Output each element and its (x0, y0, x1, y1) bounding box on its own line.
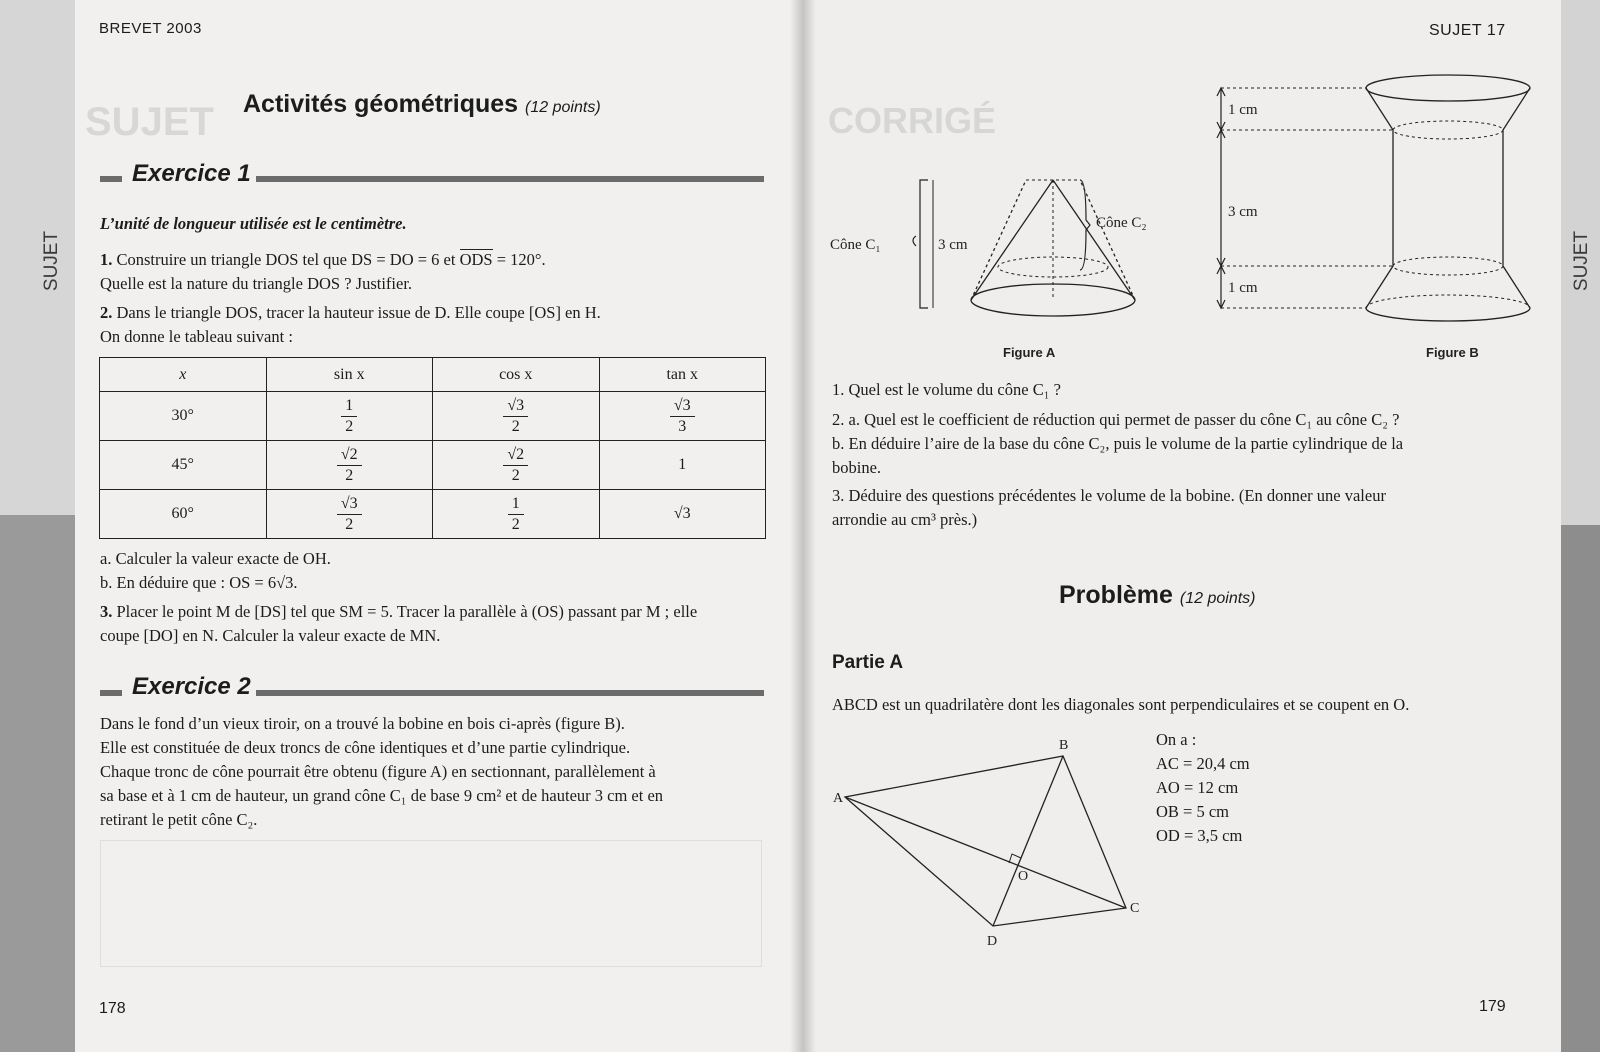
ex2-line: Chaque tronc de cône pourrait être obtenu (figure A) en sectionnant, parallèlement à (100, 762, 656, 781)
ex2-heading: Exercice 2 (132, 673, 251, 700)
running-head-left: BREVET 2003 (99, 20, 202, 37)
cone-c1-brace (913, 236, 916, 246)
section-title (243, 90, 601, 119)
fig-q3: 3. Déduire des questions précédentes le volume de la bobine. (En donner une valeur arrondie au cm³ près.) (832, 486, 1386, 529)
trig-table (99, 357, 766, 539)
ex1-qb: b. En déduire que : OS = 6√3. (100, 573, 298, 592)
point-o: O (1018, 869, 1029, 884)
book-gutter (790, 0, 816, 1052)
page-number-left: 178 (99, 1000, 126, 1017)
ex1-q3: 3. Placer le point M de [DS] tel que SM = 5. Tracer la parallèle à (OS) passant par M ; elle coupe [DO] en N. Calculer la valeur exacte de MN. (100, 602, 698, 645)
table-cell: 60° (100, 490, 267, 539)
table-cell: $\frac{√2}{2}$ (433, 441, 600, 490)
table-header-cell: cos x (433, 358, 600, 392)
problem-intro: ABCD est un quadrilatère dont les diagonales sont perpendiculaires et se coupent en O. (832, 695, 1410, 714)
table-cell: $\frac{√3}{2}$ (433, 392, 600, 441)
ex2-line: sa base et à 1 cm de hauteur, un grand cône C₁ de base 9 cm² et de hauteur 3 cm et en (100, 786, 664, 805)
ex1-qa: a. Calculer la valeur exacte de OH. (100, 549, 331, 568)
point-d: D (987, 934, 998, 949)
table-cell: $\frac{√3}{3}$ (599, 392, 766, 441)
cone-right-edge (1053, 180, 1135, 300)
bobbin-upper-section (1393, 121, 1503, 139)
table-cell: $\frac{1}{2}$ (266, 392, 433, 441)
table-cell: $\frac{1}{2}$ (433, 490, 600, 539)
label-height-3cm: 3 cm (938, 237, 968, 253)
table-header-cell: sin x (266, 358, 433, 392)
table-header-row (100, 358, 766, 392)
cone-left-edge (971, 180, 1053, 300)
caption-figure-b: Figure B (1426, 345, 1479, 360)
ex1-heading: Exercice 1 (132, 160, 251, 187)
ex2-line: Elle est constituée de deux troncs de cône identiques et d’une partie cylindrique. (100, 738, 631, 757)
running-head-right: SUJET 17 (1429, 22, 1506, 39)
given-values (1156, 728, 1250, 848)
table-header-cell: x (100, 358, 267, 392)
table-row (100, 441, 766, 490)
given-item: AC = 20,4 cm (1156, 754, 1250, 773)
point-c: C (1130, 901, 1140, 916)
table-cell: $\frac{√3}{2}$ (266, 490, 433, 539)
figures-svg (828, 70, 1558, 370)
diagonal-bd (993, 756, 1063, 926)
given-item: OD = 3,5 cm (1156, 826, 1243, 845)
label-cone-c1: Cône C₁ (830, 237, 881, 253)
ex2-bar-right (256, 690, 764, 696)
right-page-edge (1561, 0, 1600, 1052)
unit-note: L’unité de longueur utilisée est le centimètre. (100, 214, 407, 233)
section-points: (12 points) (525, 99, 601, 116)
table-cell: 45° (100, 441, 267, 490)
table-cell: 1 (599, 441, 766, 490)
diagonal-ac (845, 797, 1126, 908)
bobbin-left-profile (1366, 88, 1393, 308)
quadrilateral-abcd (845, 756, 1126, 926)
left-side-tab: SUJET (41, 230, 63, 292)
cone-c2-brace (1080, 180, 1090, 270)
partie-a-heading: Partie A (832, 652, 904, 673)
bobbin-right-profile (1503, 88, 1530, 308)
fig-q2: 2. a. Quel est le coefficient de réduction qui permet de passer du cône C₁ au cône C₂ ? b. En déduire l’aire de la base du cône C₂, puis le volume de la partie cylindrique de la bobine. (832, 410, 1404, 477)
label-cone-c2: Cône C₂ (1096, 215, 1147, 231)
right-side-tab: SUJET (1571, 230, 1593, 292)
given-title: On a : (1156, 730, 1197, 749)
figure-b (1217, 75, 1530, 321)
table-cell: √3 (599, 490, 766, 539)
ex1-bar-right (256, 176, 764, 182)
point-a: A (833, 791, 844, 806)
table-row (100, 490, 766, 539)
page-number-right: 179 (1479, 998, 1506, 1015)
label-bottom-1cm: 1 cm (1228, 280, 1258, 296)
bobbin-top-ellipse (1366, 75, 1530, 101)
table-row (100, 392, 766, 441)
table-cell: $\frac{√2}{2}$ (266, 441, 433, 490)
point-b: B (1059, 738, 1069, 753)
cone-c2-left-edge (971, 180, 1026, 300)
bobbin-lower-section (1393, 257, 1503, 275)
left-edge-tab (0, 515, 75, 1052)
label-middle-3cm: 3 cm (1228, 204, 1258, 220)
problem-title: Problème (12 points) (1059, 581, 1256, 609)
table-cell: 30° (100, 392, 267, 441)
ex1-q2: 2. Dans le triangle DOS, tracer la hauteur issue de D. Elle coupe [OS] en H. On donne le tableau suivant : (100, 303, 601, 346)
bobbin-bottom-front (1366, 308, 1530, 321)
section-title-text: Activités géométriques (243, 90, 519, 118)
right-edge-tab (1561, 525, 1600, 1052)
height-bracket (920, 180, 928, 308)
cone-c2-right-edge (1080, 180, 1135, 300)
caption-figure-a: Figure A (1003, 345, 1056, 360)
given-item: OB = 5 cm (1156, 802, 1230, 821)
ex2-bar-left (100, 690, 122, 696)
given-item: AO = 12 cm (1156, 778, 1239, 797)
bobbin-bottom-back (1366, 295, 1530, 308)
table-header-cell: tan x (599, 358, 766, 392)
ex2-text (100, 712, 790, 832)
ex2-line: retirant le petit cône C₂. (100, 810, 258, 829)
right-page: CORRIGÉ SUJET 17 Cône C₁ 3 cm Cône C₂ Figure A 1 cm 3 cm 1 cm Figure B 1. Quel est le volume du cône C₁ ? 2. a. Quel est le coefficient de réduction qui permet de passer du cône C₁ au cône C₂ ? b. En déduire l’aire de la base du cône C₂, puis le volume de la partie cylindrique de la bobine. 3. Déduire des questions précédentes le volume de la bobine. (En donner une valeur arrondie au cm³ près.) Problème (12 points) Partie A ABCD est un quadrilatère dont les diagonales sont perpendiculaires et se coupent en O. A B C D O On a : AC = 20,4 cm AO = 12 cm OB = 5 cm OD = 3,5 cm 179 (803, 0, 1561, 1052)
left-page: SUJET BREVET 2003 Activités géométriques (12 points) Exercice 1 L’unité de longueur utilisée est le centimètre. 1. Construire un triangle DOS tel que DS = DO = 6 et ODS = 120°. Quelle est la nature du triangle DOS ? Justifier. 2. Dans le triangle DOS, tracer la hauteur issue de D. Elle coupe [OS] en H. On donne le tableau suivant : x sin x cos x tan x 30° $\frac{1}{2}$ $\frac{√3}{2}$ $\frac{√3}{3}$ 45° $\frac{√2}{2}$ $\frac{√2}{2}$ 1 60° $\frac{√3}{2}$ $\frac{1}{2}$ √3 a. Calculer la valeur exacte de OH. b. En déduire que : OS = 6√3. 3. Placer le point M de [DS] tel que SM = 5. Tracer la parallèle à (OS) passant par M ; elle coupe [DO] en N. Calculer la valeur exacte de MN. Exercice 2 Dans le fond d’un vieux tiroir, on a trouvé la bobine en bois ci-après (figure B). Elle est constituée de deux troncs de cône identiques et d’une partie cylindrique. Chaque tronc de cône pourrait être obtenu (figure A) en sectionnant, parallèlement à sa base et à 1 cm de hauteur, un grand cône C₁ de base 9 cm² et de hauteur 3 cm et en retirant le petit cône C₂. 178 (75, 0, 803, 1052)
label-top-1cm: 1 cm (1228, 102, 1258, 118)
fig-q1: 1. Quel est le volume du cône C₁ ? (832, 380, 1061, 399)
left-page-edge (0, 0, 75, 1052)
ex1-q1: 1. Construire un triangle DOS tel que DS = DO = 6 et ODS = 120°. Quelle est la nature du triangle DOS ? Justifier. (100, 250, 546, 293)
ex1-bar-left (100, 176, 122, 182)
angle-ods: ODS (459, 250, 493, 269)
ex2-line: Dans le fond d’un vieux tiroir, on a trouvé la bobine en bois ci-après (figure B). (100, 714, 625, 733)
quadrilateral-svg (823, 730, 1153, 960)
